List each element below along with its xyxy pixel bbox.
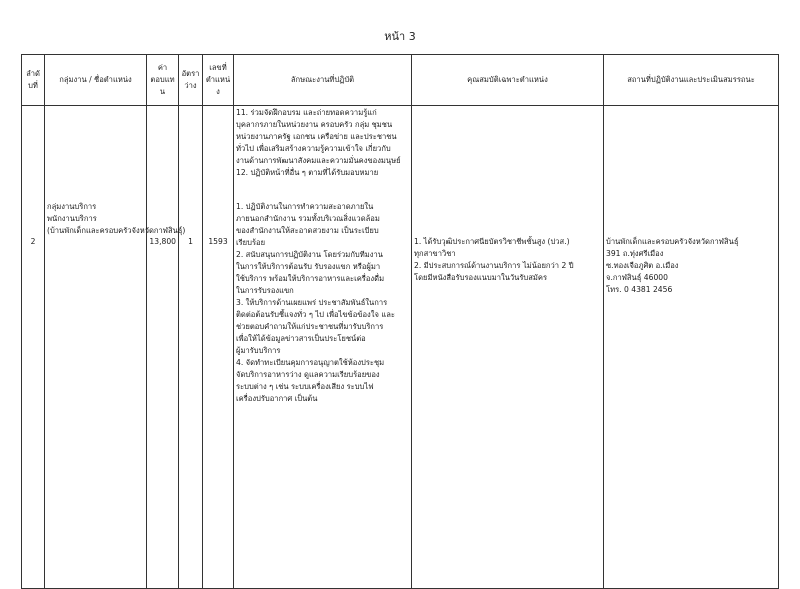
duty-line: 2. สนับสนุนการปฏิบัติงาน โดยร่วมกับทีมงาน <box>236 249 383 259</box>
location-line: จ.กาฬสินธุ์ 46000 <box>606 272 668 282</box>
agency-name: (บ้านพักเด็กและครอบครัวจังหวัดกาฬสินธุ์) <box>47 225 186 235</box>
duty-line: 11. ร่วมจัดฝึกอบรม และถ่ายทอดความรู้แก่ <box>236 108 377 117</box>
duty-line: เรียบร้อย <box>236 237 266 247</box>
cell-qualifications <box>412 106 604 589</box>
duty-line: ช่วยตอบคำถามให้แก่ประชาชนที่มารับบริการ <box>236 321 384 331</box>
duty-line: ของสำนักงานให้สะอาดสวยงาม เป็นระเบียบ <box>236 225 379 235</box>
duty-line: ใช้บริการ พร้อมให้บริการอาหารและเครื่องดื่ม <box>236 273 385 283</box>
header-location: สถานที่ปฏิบัติงานและประเมินสมรรถนะ <box>604 55 779 106</box>
duty-line: ติดต่อต้อนรับชี้แจงทั่ว ๆ ไป เพื่อไขข้อข้องใจ และ <box>236 309 395 319</box>
page-number: หน้า 3 <box>384 30 416 43</box>
duty-line: 12. ปฏิบัติหน้าที่อื่น ๆ ตามที่ได้รับมอบหมาย <box>236 167 379 177</box>
header-position-number: เลขที่ตำแหน่ง <box>203 55 234 106</box>
duty-line: 3. ให้บริการด้านเผยแพร่ ประชาสัมพันธ์ในการ <box>236 297 388 307</box>
duty-line: เครื่องปรับอากาศ เป็นต้น <box>236 393 318 403</box>
header-no: ลำดับที่ <box>22 55 45 106</box>
duty-line: ผู้มารับบริการ <box>236 345 281 355</box>
duties-list <box>236 107 409 405</box>
header-qualifications: คุณสมบัติเฉพาะตำแหน่ง <box>412 55 604 106</box>
table-header-row <box>22 55 779 106</box>
location-line: โทร. 0 4381 2456 <box>606 284 673 294</box>
position-name: พนักงานบริการ <box>47 213 97 223</box>
duty-line: ระบบต่าง ๆ เช่น ระบบเครื่องเสียง ระบบไฟ <box>236 381 374 391</box>
table-row <box>22 106 779 589</box>
duty-line: เพื่อให้ได้ข้อมูลข่าวสารเป็นประโยชน์ต่อ <box>236 333 366 343</box>
qualifications-list <box>414 236 601 284</box>
duty-line: จัดบริการอาหารว่าง ดูแลความเรียบร้อยของ <box>236 369 380 379</box>
cell-vacancy <box>179 106 203 589</box>
cell-position-number <box>203 106 234 589</box>
duty-line: ทั่วไป เพื่อเสริมสร้างความรู้ความเข้าใจ เกี่ยวกับ <box>236 143 391 153</box>
location-line: 391 ถ.ทุ่งศรีเมือง <box>606 248 664 258</box>
qualification-line: ทุกสาขาวิชา <box>414 248 456 258</box>
duty-line: ภายนอกสำนักงาน รวมทั้งบริเวณสิ่งแวดล้อม <box>236 213 380 223</box>
salary-value: 13,800 <box>149 237 176 246</box>
header-vacancy: อัตราว่าง <box>179 55 203 106</box>
duty-line: บุคลากรภายในหน่วยงาน ครอบครัว กลุ่ม ชุมชน <box>236 119 393 129</box>
header-position: กลุ่มงาน / ชื่อตำแหน่ง <box>45 55 147 106</box>
cell-location <box>604 106 779 589</box>
header-duties: ลักษณะงานที่ปฏิบัติ <box>234 55 412 106</box>
qualification-line: 1. ได้รับวุฒิประกาศนียบัตรวิชาชีพชั้นสูง (ปวส.) <box>414 237 570 246</box>
job-position-table <box>21 54 779 589</box>
duty-line: งานด้านการพัฒนาสังคมและความมั่นคงของมนุษย์ <box>236 155 401 165</box>
cell-salary <box>147 106 179 589</box>
row-number: 2 <box>30 237 36 246</box>
location-line: ซ.ทองเจือภูศิต อ.เมือง <box>606 260 679 270</box>
duty-line: 4. จัดทำทะเบียนคุมการอนุญาตใช้ห้องประชุม <box>236 357 385 367</box>
duty-line: ในการรับรองแขก <box>236 285 294 295</box>
duty-line: ในการให้บริการต้อนรับ รับรองแขก หรือผู้มา <box>236 261 381 271</box>
header-salary: ค่าตอบแทน <box>147 55 179 106</box>
qualification-line: โดยมีหนังสือรับรองแนบมาในวันรับสมัคร <box>414 272 548 282</box>
duty-line: 1. ปฏิบัติงานในการทำความสะอาดภายใน <box>236 201 374 211</box>
duty-line: หน่วยงานภาครัฐ เอกชน เครือข่าย และประชาชน <box>236 131 397 141</box>
cell-no <box>22 106 45 589</box>
location-line: บ้านพักเด็กและครอบครัวจังหวัดกาฬสินธุ์ <box>606 237 739 246</box>
position-number-value: 1593 <box>208 237 228 246</box>
location-list <box>606 236 776 296</box>
cell-duties <box>234 106 412 589</box>
vacancy-value: 1 <box>188 237 193 246</box>
qualification-line: 2. มีประสบการณ์ด้านงานบริการ ไม่น้อยกว่า 2 ปี <box>414 260 574 270</box>
group-name: กลุ่มงานบริการ <box>47 202 97 211</box>
